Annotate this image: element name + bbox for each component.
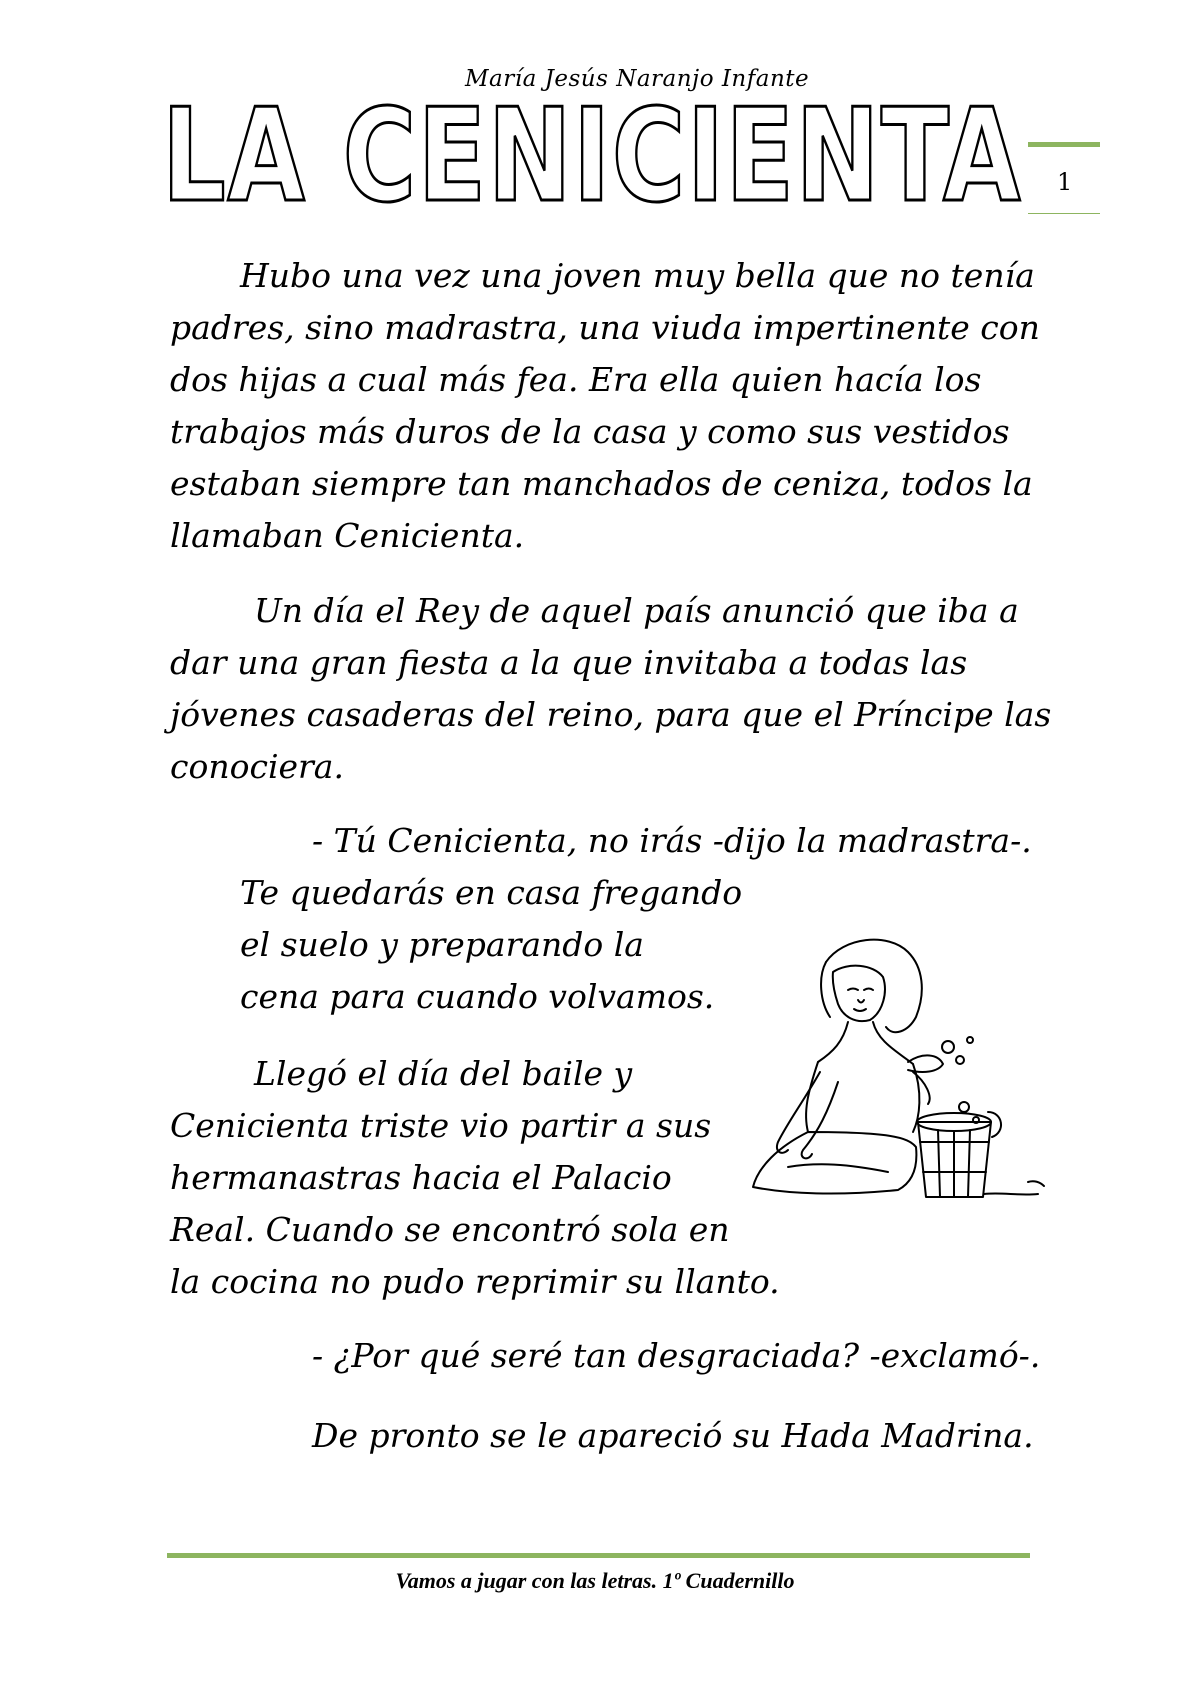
text-line: conociera. [170,747,344,786]
text-line: De pronto se le apareció su Hada Madrina. [312,1416,1034,1455]
text-line: Llegó el día del baile y [254,1054,633,1093]
text-line: Hubo una vez una joven muy bella que no tenía [240,256,1035,295]
text-line: dos hijas a cual más fea. Era ella quien hacía los [170,360,982,399]
page-title [162,100,1032,212]
text-line: la cocina no pudo reprimir su llanto. [170,1262,780,1301]
text-line: Te quedarás en casa fregando [240,873,743,912]
text-line: cena para cuando volvamos. [240,977,715,1016]
footer-rule [167,1553,1030,1558]
paragraph-4 [170,1048,780,1308]
text-line: hermanastras hacia el Palacio [170,1158,672,1197]
page-number-rule-bottom [1028,213,1100,214]
text-line: el suelo y preparando la [240,925,644,964]
page-number: 1 [1057,168,1073,196]
text-line: Un día el Rey de aquel país anunció que iba a [254,591,1019,630]
text-line: jóvenes casaderas del reino, para que el Príncipe las [170,695,1052,734]
text-line: - Tú Cenicienta, no irás -dijo la madrastra-. [312,821,1032,860]
page-title-text: LA CENICIENTA [162,100,1022,212]
author-name: María Jesús Naranjo Infante [465,66,810,92]
paragraph-1 [170,250,1040,562]
paragraph-2 [170,585,1051,793]
text-line: trabajos más duros de la casa y como sus vestidos [170,412,1010,451]
text-line: Cenicienta triste vio partir a sus [170,1106,712,1145]
paragraph-6 [312,1410,1034,1462]
footer-text: Vamos a jugar con las letras. 1º Cuadernillo [395,1568,795,1593]
text-line: estaban siempre tan manchados de ceniza, todos la [170,464,1033,503]
text-line: dar una gran fiesta a la que invitaba a todas las [170,643,968,682]
text-line: padres, sino madrastra, una viuda impertinente con [170,308,1040,347]
cinderella-scrubbing-floor-icon [748,932,1048,1222]
text-line: Real. Cuando se encontró sola en [170,1210,730,1249]
text-line: - ¿Por qué seré tan desgraciada? -exclamó-. [312,1336,1041,1375]
page-number-rule-top [1028,142,1100,147]
paragraph-5 [312,1330,1040,1382]
text-line: llamaban Cenicienta. [170,516,525,555]
